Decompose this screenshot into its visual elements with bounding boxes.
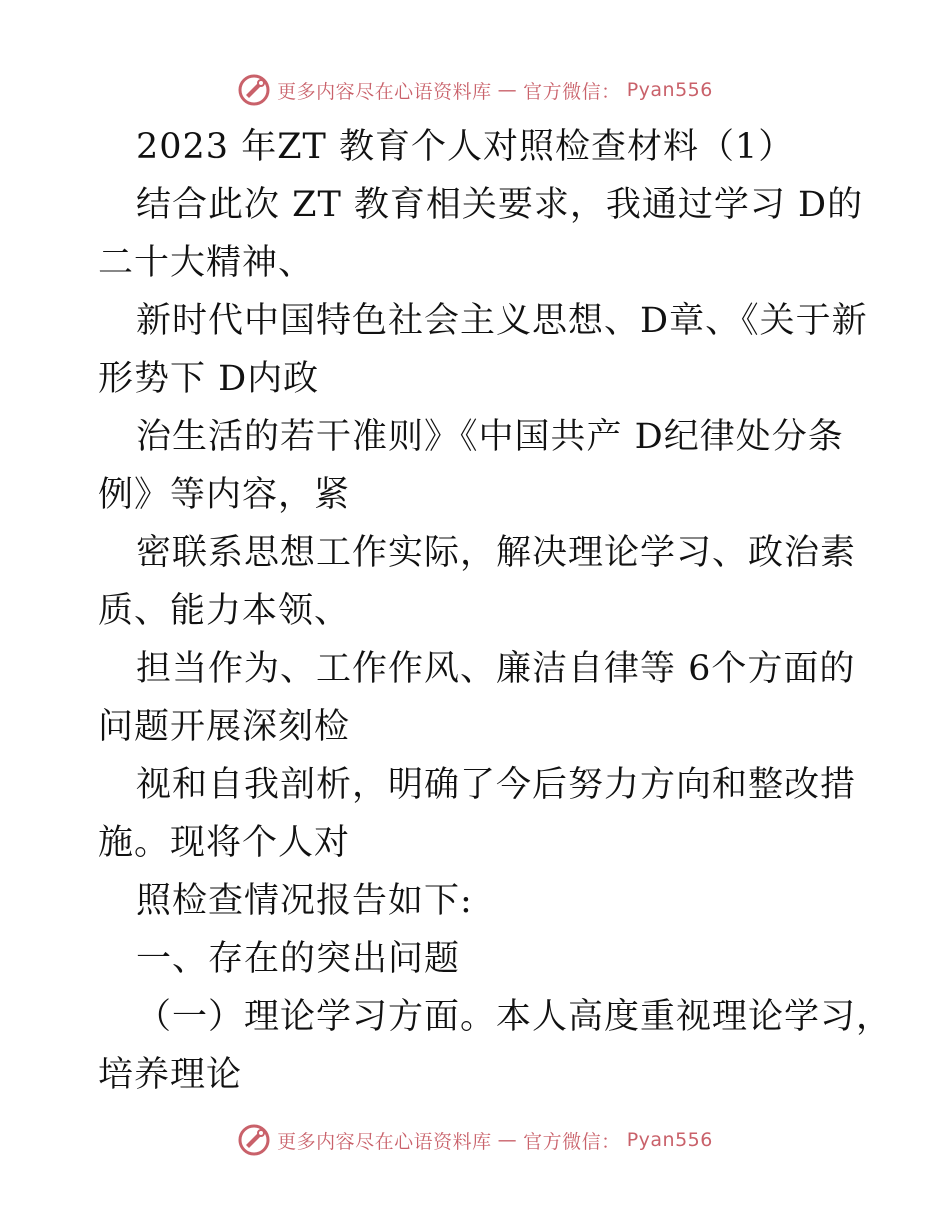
logo-icon: [237, 73, 271, 107]
text-line: 质、能力本领、: [98, 591, 351, 631]
text-line: 例》等内容，紧: [98, 475, 351, 515]
text-line: 问题开展深刻检: [98, 707, 351, 747]
watermark-main-text: 更多内容尽在心语资料库: [277, 80, 492, 103]
watermark-separator: —: [497, 1129, 518, 1151]
watermark-separator: —: [497, 79, 518, 101]
text-line: 二十大精神、: [98, 243, 315, 283]
subsection-heading: （一）理论学习方面。本人高度重视理论学习，: [136, 997, 893, 1037]
text-line: 视和自我剖析，明确了今后努力方向和整改措: [136, 765, 857, 805]
text-line: 照检查情况报告如下:: [136, 881, 473, 921]
text-line: 治生活的若干准则》《中国共产 D纪律处分条: [136, 417, 844, 457]
watermark-wechat-id: Pyan556: [626, 79, 713, 101]
text-line: 结合此次 ZT 教育相关要求，我通过学习 D的: [136, 185, 864, 225]
text-line: 形势下 D内政: [98, 359, 320, 399]
section-heading: 一、存在的突出问题: [136, 939, 461, 979]
watermark-wechat-id: Pyan556: [626, 1129, 713, 1151]
logo-icon: [237, 1123, 271, 1157]
text-line: 担当作为、工作作风、廉洁自律等 6个方面的: [136, 649, 856, 689]
document-title: 2023 年ZT 教育个人对照检查材料（1）: [136, 127, 795, 167]
watermark-main-text: 更多内容尽在心语资料库: [277, 1130, 492, 1153]
watermark-official-label: 官方微信：: [523, 80, 621, 103]
text-line: 密联系思想工作实际，解决理论学习、政治素: [136, 533, 857, 573]
document-body: [98, 118, 893, 1104]
text-line: 新时代中国特色社会主义思想、D章、《关于新: [136, 301, 868, 341]
text-line: 培养理论: [98, 1055, 243, 1095]
watermark-footer: [0, 1120, 950, 1160]
text-line: 施。现将个人对: [98, 823, 351, 863]
watermark-header: [0, 70, 950, 110]
watermark-official-label: 官方微信：: [523, 1130, 621, 1153]
